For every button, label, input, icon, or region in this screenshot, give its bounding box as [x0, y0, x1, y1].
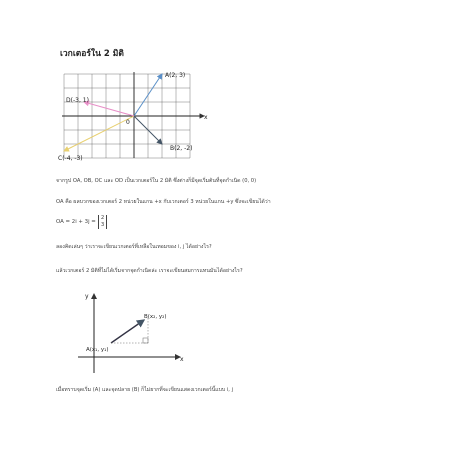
fig2-right-angle-mark — [143, 338, 148, 343]
paragraph-2: OA คือ ผลบวกของเวกเตอร์ 2 หน่วยในแกน +x กับเวกเตอร์ 3 หน่วยในแกน +y ซึ่งจะเขียนได้ว่า — [56, 199, 271, 205]
fig2-point-a-label: A(x₁, y₁) — [86, 347, 109, 353]
point-a-label: A(2, 3) — [165, 72, 186, 79]
paragraph-1: จากรูป OA, OB, OC และ OD เป็นเวกเตอร์ใน 2 มิติ ซึ่งต่างก็มีจุดเริ่มต้นที่จุดกำเนิด (0, 0) — [56, 178, 257, 184]
equation-oa — [56, 213, 107, 231]
vector-oc — [64, 116, 134, 151]
point-c-label: C(-4, -3) — [58, 155, 83, 162]
matrix-bottom: 3 — [100, 222, 105, 228]
origin-label: 0 — [126, 119, 130, 126]
matrix-top: 2 — [100, 215, 105, 221]
point-b-label: B(2, -2) — [170, 145, 193, 152]
paragraph-3: ลองคิดเล่นๆ ว่าเราจะเขียนเวกเตอร์ที่เหลือในเทอมของ i, j ได้อย่างไร? — [56, 244, 212, 250]
column-matrix — [98, 215, 107, 229]
fig2-vector-ab — [111, 320, 144, 343]
point-d-label: D(-3, 1) — [66, 97, 89, 104]
equation-lhs: OA = 2i + 3j = — [56, 219, 96, 225]
paragraph-5: เมื่อทราบจุดเริ่ม (A) และจุดปลาย (B) ก็ไม่ยากที่จะเขียนแสดงเวกเตอร์นี้แบบ i, j — [56, 387, 234, 393]
fig2-y-label: y — [85, 293, 89, 300]
page-title: เวกเตอร์ใน 2 มิติ — [60, 49, 124, 59]
fig2-point-b-label: B(x₂, y₂) — [144, 314, 167, 320]
fig2-x-label: x — [180, 356, 184, 363]
vector-od — [84, 102, 134, 116]
x-axis-label: x — [204, 114, 208, 121]
paragraph-4: แล้วเวกเตอร์ 2 มิติที่ไม่ได้เริ่มจากจุดกำเนิดล่ะ เราจะเขียนสมการแทนมันได้อย่างไร? — [56, 268, 243, 274]
